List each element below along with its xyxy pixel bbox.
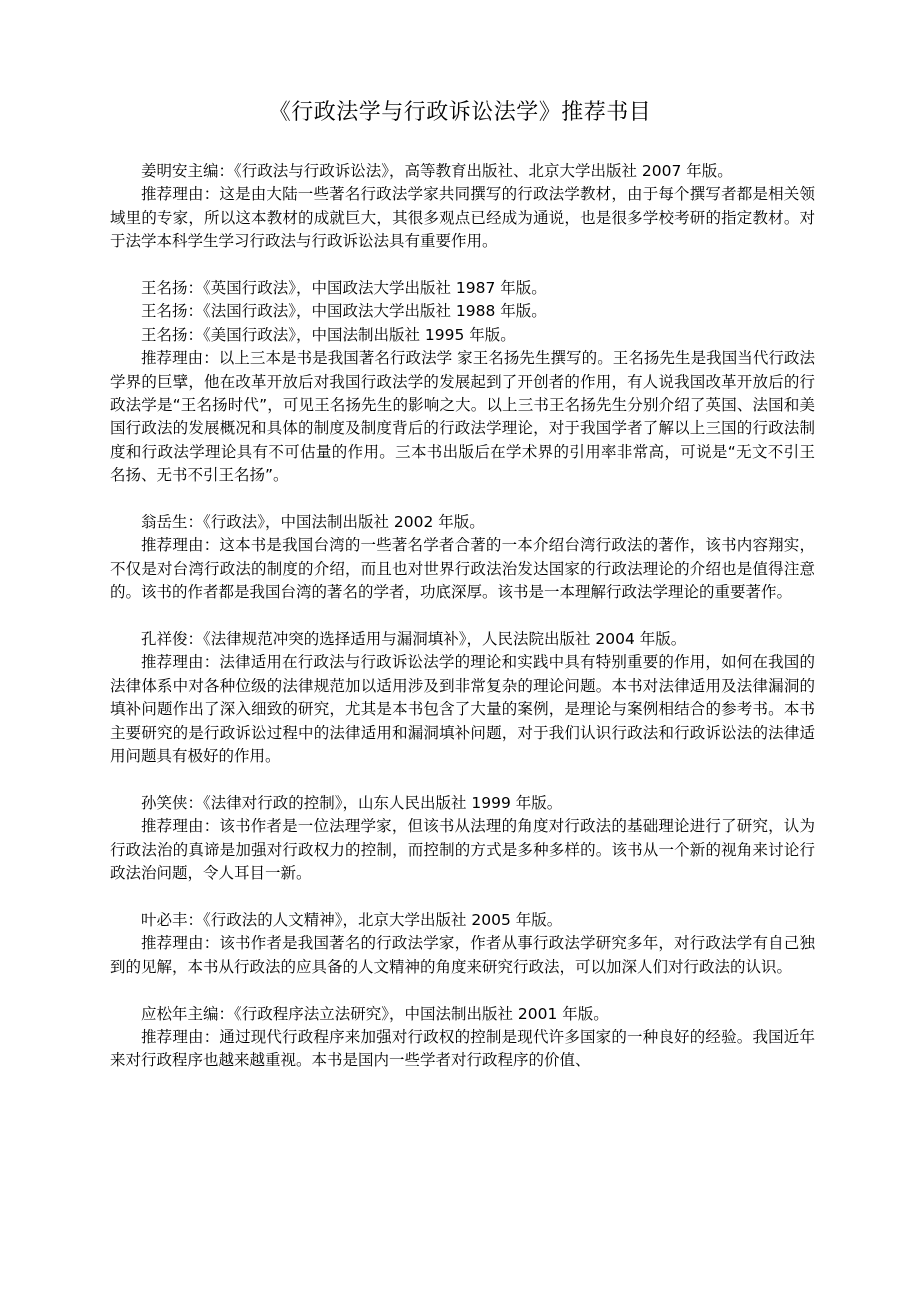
book-citation: 姜明安主编：《行政法与行政诉讼法》，高等教育出版社、北京大学出版社 2007 年版。 <box>141 162 733 180</box>
book-citation: 孙笑侠：《法律对行政的控制》，山东人民出版社 1999 年版。 <box>141 793 563 812</box>
recommendation-reason: 推荐理由：法律适用在行政法与行政诉讼法学的理论和实践中具有特别重要的作用，如何在我国的法律体系中对各种位级的法律规范加以适用涉及到非常复杂的理论问题。本书对法律适用及法律漏洞的填补问题作出了深入细致的研究，尤其是本书包含了大量的案例，是理论与案例相结合的参考书。本书主要研究的是行政诉讼过程中的法律适用和漏洞填补问题，对于我们认识行政法和行政诉讼法的法律适用问题具有极好的作用。 <box>110 653 815 766</box>
recommendation-reason: 推荐理由：这是由大陆一些著名行政法学家共同撰写的行政法学教材，由于每个撰写者都是相关领域里的专家，所以这本教材的成就巨大，其很多观点已经成为通说，也是很多学校考研的指定教材。对于法学本科学生学习行政法与行政诉讼法具有重要作用。 <box>110 185 815 251</box>
book-entry-ye-bifeng <box>110 909 815 979</box>
document-body <box>110 160 815 1096</box>
book-entry-weng-yuesheng <box>110 511 815 605</box>
book-entry-wang-mingyang <box>110 277 815 488</box>
recommendation-reason: 推荐理由：以上三本是书是我国著名行政法学 家王名扬先生撰写的。王名扬先生是我国当代行政法学界的巨擘，他在改革开放后对我国行政法学的发展起到了开创者的作用，有人说我国改革开放后的行政法学是“王名扬时代”，可见王名扬先生的影响之大。以上三书王名扬先生分别介绍了英国、法国和美国行政法的发展概况和具体的制度及制度背后的行政法学理论，对于我国学者了解以上三国的行政法制度和行政法学理论具有不可估量的作用。三本书出版后在学术界的引用率非常高，可说是“无文不引王名扬、无书不引王名扬”。 <box>110 349 815 485</box>
book-entry-jiang-mingan <box>110 160 815 254</box>
book-citation: 孔祥俊：《法律规范冲突的选择适用与漏洞填补》，人民法院出版社 2004 年版。 <box>141 630 687 649</box>
book-citation: 王名扬：《英国行政法》，中国政法大学出版社 1987 年版。 <box>141 279 547 298</box>
recommendation-reason: 推荐理由：这本书是我国台湾的一些著名学者合著的一本介绍台湾行政法的著作，该书内容翔实，不仅是对台湾行政法的制度的介绍，而且也对世界行政法治发达国家的行政法理论的介绍也是值得注意的。该书的作者都是我国台湾的著名的学者，功底深厚。该书是一本理解行政法学理论的重要著作。 <box>110 536 815 602</box>
page-title: 《行政法学与行政诉讼法学》推荐书目 <box>268 100 652 125</box>
recommendation-reason: 推荐理由：通过现代行政程序来加强对行政权的控制是现代许多国家的一种良好的经验。我国近年来对行政程序也越来越重视。本书是国内一些学者对行政程序的价值、 <box>110 1027 815 1070</box>
book-citation: 叶必丰：《行政法的人文精神》，北京大学出版社 2005 年版。 <box>141 910 563 929</box>
book-citation: 翁岳生：《行政法》，中国法制出版社 2002 年版。 <box>141 513 485 532</box>
book-citation: 应松年主编：《行政程序法立法研究》，中国法制出版社 2001 年版。 <box>141 1004 609 1023</box>
recommendation-reason: 推荐理由：该书作者是我国著名的行政法学家，作者从事行政法学研究多年，对行政法学有自己独到的见解，本书从行政法的应具备的人文精神的角度来研究行政法，可以加深人们对行政法的认识。 <box>110 934 815 976</box>
book-entry-ying-songnian <box>110 1003 815 1073</box>
book-entry-sun-xiaoxia <box>110 792 815 886</box>
book-citation: 王名扬：《美国行政法》，中国法制出版社 1995 年版。 <box>141 325 516 344</box>
book-entry-kong-xiangjun <box>110 628 815 768</box>
book-citation: 王名扬：《法国行政法》，中国政法大学出版社 1988 年版。 <box>141 302 547 321</box>
recommendation-reason: 推荐理由：该书作者是一位法理学家，但该书从法理的角度对行政法的基础理论进行了研究，认为行政法治的真谛是加强对行政权力的控制，而控制的方式是多种多样的。该书从一个新的视角来讨论行政法治问题，令人耳目一新。 <box>110 817 815 883</box>
